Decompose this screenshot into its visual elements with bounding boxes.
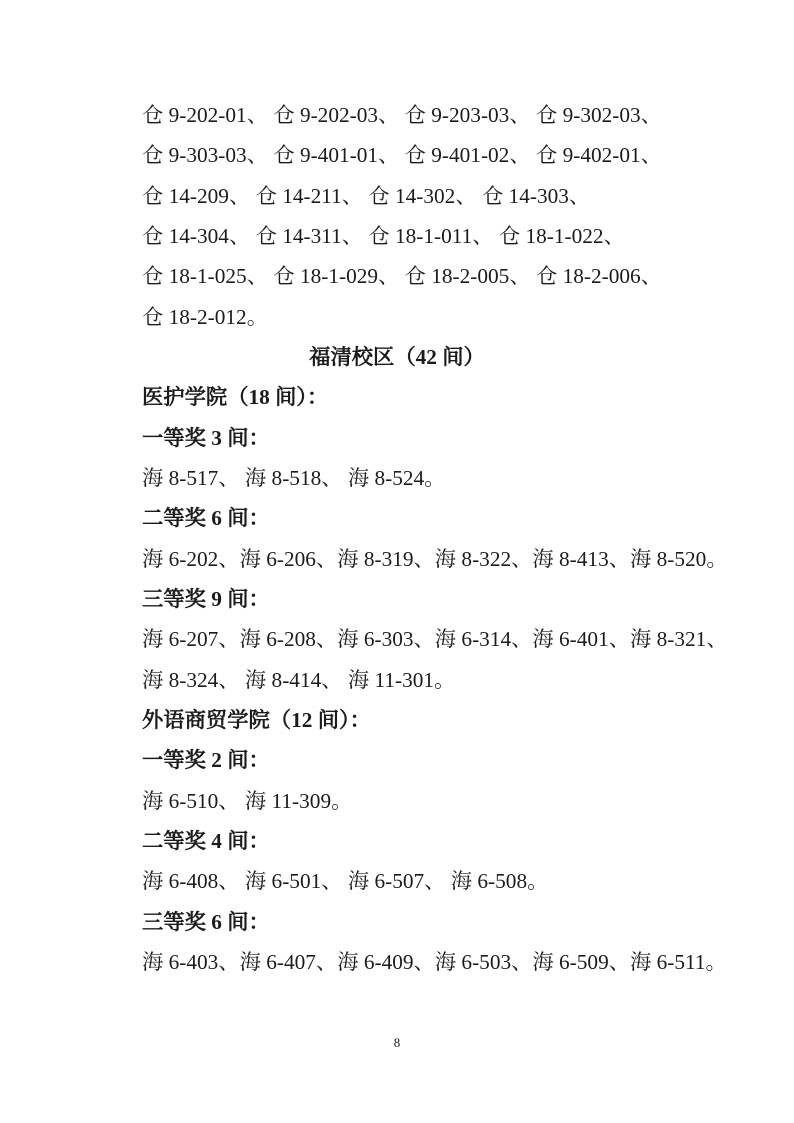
award-room-line: 海 6-408、 海 6-501、 海 6-507、 海 6-508。 [142, 869, 549, 894]
award-label: 一等奖 2 间： [142, 748, 270, 773]
award-label: 一等奖 3 间： [142, 425, 270, 450]
page-number: 8 [393, 1035, 401, 1050]
continued-room-line: 仓 14-209、 仓 14-211、 仓 14-302、 仓 14-303、 [142, 183, 591, 208]
continued-room-line: 仓 9-303-03、 仓 9-401-01、 仓 9-401-02、 仓 9-402-01、 [142, 143, 662, 168]
award-label: 三等奖 6 间： [142, 909, 270, 934]
continued-room-line: 仓 9-202-01、 仓 9-202-03、 仓 9-203-03、 仓 9-302-03、 [142, 103, 662, 127]
continued-room-line: 仓 14-304、 仓 14-311、 仓 18-1-011、 仓 18-1-022、 [142, 223, 625, 248]
award-room-line: 海 8-324、 海 8-414、 海 11-301。 [142, 667, 456, 692]
continued-room-line: 仓 18-2-012。 [142, 304, 268, 329]
award-room-line: 海 6-403、海 6-407、海 6-409、海 6-503、海 6-509、海 6-511。 [142, 949, 727, 974]
award-label: 三等奖 9 间： [142, 586, 270, 611]
award-label: 二等奖 6 间： [142, 506, 270, 531]
college-name: 医护学院（18 间）： [142, 385, 329, 410]
document-body [142, 95, 728, 982]
continued-room-line: 仓 18-1-025、 仓 18-1-029、 仓 18-2-005、 仓 18-2-006、 [142, 264, 662, 289]
award-room-line: 海 6-202、海 6-206、海 8-319、海 8-322、海 8-413、海 8-520。 [142, 546, 728, 571]
award-room-line: 海 6-510、 海 11-309。 [142, 788, 353, 813]
award-room-line: 海 8-517、 海 8-518、 海 8-524。 [142, 465, 446, 490]
college-name: 外语商贸学院（12 间）： [142, 707, 371, 732]
award-room-line: 海 6-207、海 6-208、海 6-303、海 6-314、海 6-401、海 8-321、 [142, 627, 728, 652]
award-label: 二等奖 4 间： [142, 828, 270, 853]
page-footer [0, 1033, 794, 1053]
campus-heading: 福清校区（42 间） [309, 344, 485, 369]
